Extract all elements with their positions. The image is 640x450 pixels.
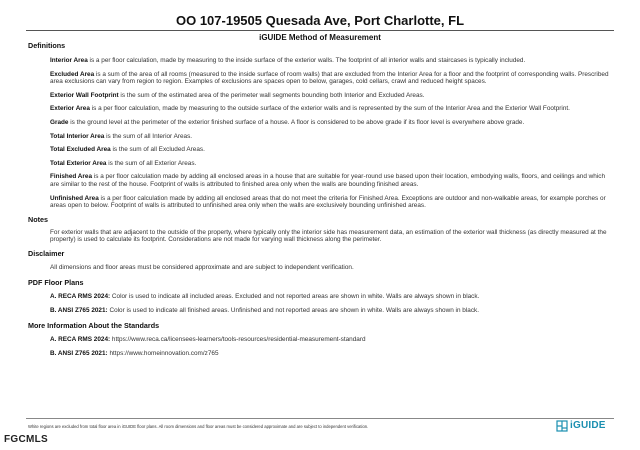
definition-term: Exterior Wall Footprint bbox=[50, 91, 119, 99]
notes-section bbox=[28, 215, 612, 226]
standard-text: Color is used to indicate all finished areas. Unfinished and not reported areas are shown in white. Walls are always shown in black. bbox=[107, 307, 479, 315]
definition-term: Finished Area bbox=[50, 173, 93, 181]
footer-divider bbox=[26, 418, 614, 419]
pdf-floor-plans-section bbox=[28, 278, 612, 289]
definition-finished-area bbox=[50, 173, 612, 188]
definition-exterior-area bbox=[50, 105, 612, 113]
definition-text: is a per floor calculation, made by measuring to the inside surface of the exterior walls. The footprint of all interior walls and staircases is typically included. bbox=[87, 57, 526, 64]
definition-term: Excluded Area bbox=[50, 70, 95, 78]
watermark-text: FGCMLS bbox=[4, 434, 49, 445]
definition-exterior-wall-footprint bbox=[50, 92, 612, 100]
page-title: OO 107-19505 Quesada Ave, Port Charlotte, FL bbox=[175, 13, 465, 28]
definition-text: is a per floor calculation made by adding all enclosed areas in a house that are suitable for year-round use based upon their location, embodying walls, floors, and ceilings and which are similar to the rest of the house. Footprint of walls is attributed to finished area only when the walls are bounding finished areas. bbox=[50, 173, 606, 188]
definition-text: is a sum of the area of all rooms (measured to the inside surface of room walls) that are excluded from the Interior Area for a floor and the footprint of corresponding walls. Prescribed area exclusions can vary from region to region. Examples of exclusions are spaces open to below, garages, cold cellars, crawl and reduced height spaces. bbox=[50, 70, 609, 86]
definition-term: Unfinished Area bbox=[50, 194, 99, 202]
standard-url[interactable]: https://www.reca.ca/licensees-learners/tools-resources/residential-measurement-standard bbox=[110, 335, 366, 343]
definition-term: Total Excluded Area bbox=[50, 146, 111, 154]
definition-unfinished-area bbox=[50, 195, 612, 210]
definition-term: Total Interior Area bbox=[50, 132, 105, 140]
document-body bbox=[28, 41, 612, 358]
page-subtitle: iGUIDE Method of Measurement bbox=[259, 33, 381, 42]
standard-link-ansi bbox=[50, 350, 612, 358]
disclaimer-heading: Disclaimer bbox=[28, 248, 65, 258]
definition-text: is the ground level at the perimeter of the exterior finished surface of a house. A floor is considered to be above grade if its floor level is everywhere above grade. bbox=[68, 118, 525, 126]
definition-total-interior-area bbox=[50, 133, 612, 141]
definition-grade bbox=[50, 119, 612, 127]
standard-url[interactable]: https://www.homeinnovation.com/z765 bbox=[107, 350, 219, 358]
definitions-heading: Definitions bbox=[28, 41, 66, 50]
definition-term: Interior Area bbox=[50, 57, 88, 64]
disclaimer-section bbox=[28, 249, 612, 260]
standards-heading: More Information About the Standards bbox=[28, 320, 160, 330]
definition-text: is a per floor calculation made by adding all enclosed areas that do not meet the criteria for Finished Area. Exceptions are outdoor and non-walkable areas, for example porches or areas open to below. Footprint of walls is attributed to unfinished area only when the walls are exclusively bounding unfinished areas. bbox=[50, 194, 606, 210]
standard-term: B. ANSI Z765 2021: bbox=[50, 350, 108, 358]
notes-heading: Notes bbox=[28, 214, 48, 224]
standard-term: B. ANSI Z765 2021: bbox=[50, 307, 108, 315]
standards-section bbox=[28, 321, 612, 332]
disclaimer-text: All dimensions and floor areas must be considered approximate and are subject to independent verification. bbox=[50, 263, 354, 271]
definition-text: is the sum of the estimated area of the perimeter wall segments bounding both Interior and Excluded Areas. bbox=[118, 91, 425, 99]
definition-total-exterior-area bbox=[50, 160, 612, 168]
definition-term: Exterior Area bbox=[50, 105, 90, 113]
definition-text: is the sum of all Excluded Areas. bbox=[110, 146, 205, 154]
iguide-logo-text: iGUIDE bbox=[570, 420, 606, 431]
title-divider bbox=[26, 30, 614, 31]
iguide-logo bbox=[556, 420, 616, 432]
standard-link-reca bbox=[50, 336, 612, 344]
standard-term: A. RECA RMS 2024: bbox=[50, 292, 111, 300]
standard-term: A. RECA RMS 2024: bbox=[50, 335, 111, 343]
pdf-floor-plans-heading: PDF Floor Plans bbox=[28, 277, 84, 287]
definition-text: is a per floor calculation, made by measuring to the outside surface of the exterior walls and is represented by the sum of the Interior Area and the Exterior Wall Footprint. bbox=[89, 105, 570, 113]
definition-text: is the sum of all Interior Areas. bbox=[104, 132, 193, 140]
standard-text: Color is used to indicate all included areas. Excluded and not reported areas are shown in white. Walls are always shown in black. bbox=[110, 292, 480, 300]
footer-text: White regions are excluded from total floor area in iGUIDE floor plans. All room dimensions and floor areas must be considered approximate and are subject to independent verification. bbox=[28, 424, 369, 429]
definition-term: Grade bbox=[50, 118, 69, 126]
notes-text: For exterior walls that are adjacent to the outside of the property, where typically only the interior side has measurement data, an estimation of the exterior wall thickness (as directly measured at the property) is used to calculate its footprint. Considerations are not made for varying wall thickness along the perimeter. bbox=[50, 228, 607, 244]
definition-term: Total Exterior Area bbox=[50, 159, 107, 167]
definition-excluded-area bbox=[50, 71, 612, 86]
definition-text: is the sum of all Exterior Areas. bbox=[106, 159, 197, 167]
floor-plan-standard-reca bbox=[50, 293, 612, 301]
definition-interior-area bbox=[50, 57, 612, 65]
iguide-logo-icon bbox=[556, 420, 568, 432]
definition-total-excluded-area bbox=[50, 146, 612, 154]
definitions-section bbox=[28, 41, 612, 52]
floor-plan-standard-ansi bbox=[50, 307, 612, 315]
